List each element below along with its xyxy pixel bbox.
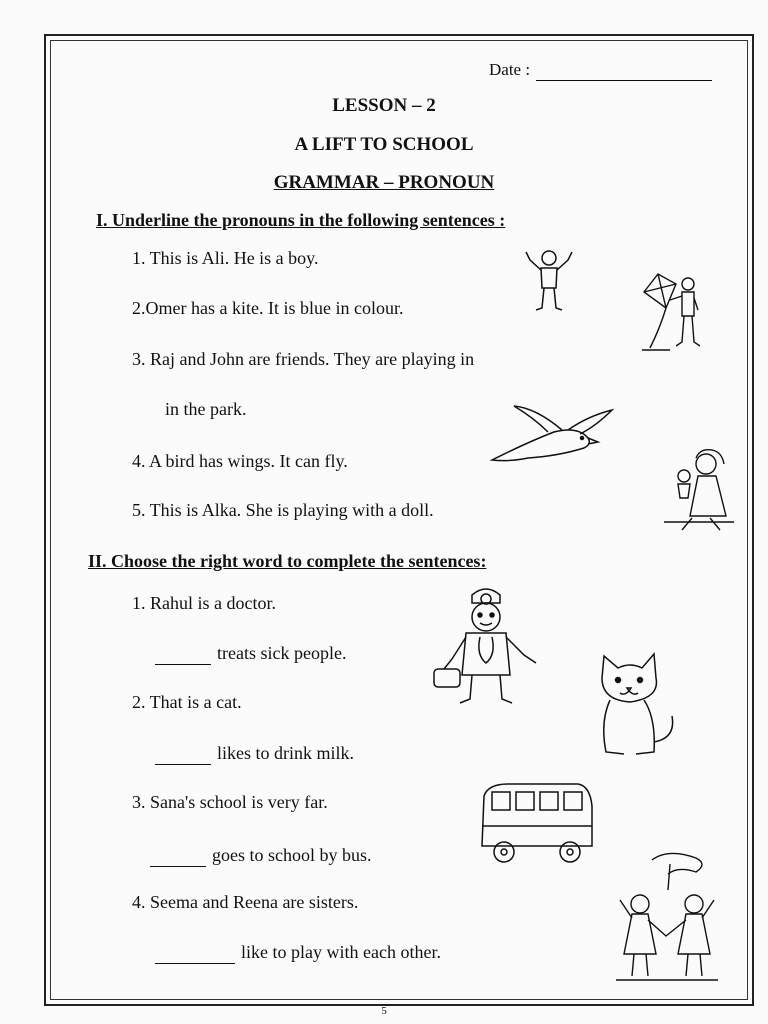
kite-boy-icon	[640, 270, 704, 354]
sentence-5: 5. This is Alka. She is playing with a doll.	[132, 500, 434, 520]
blank-3[interactable]	[150, 845, 206, 867]
answer-line-3	[150, 845, 372, 867]
story-title: A LIFT TO SCHOOL	[294, 134, 474, 155]
lesson-title: LESSON – 2	[332, 95, 436, 116]
answer-text-4: like to play with each other.	[241, 942, 441, 962]
sentence-3-continued: in the park.	[165, 399, 247, 419]
section-1-heading: I. Underline the pronouns in the following sentences :	[96, 210, 506, 230]
blank-4[interactable]	[155, 942, 235, 964]
blank-2[interactable]	[155, 743, 211, 765]
sentence-2: 2.Omer has a kite. It is blue in colour.	[132, 298, 404, 318]
date-field	[489, 60, 712, 81]
boy-icon	[522, 246, 576, 314]
answer-line-1	[155, 643, 346, 665]
date-label: Date :	[489, 60, 531, 79]
section-2-heading: II. Choose the right word to complete the sentences:	[88, 551, 487, 571]
question-1: 1. Rahul is a doctor.	[132, 593, 276, 613]
answer-line-2	[155, 743, 354, 765]
sentence-4: 4. A bird has wings. It can fly.	[132, 451, 348, 471]
school-bus-icon	[478, 776, 596, 870]
answer-line-4	[155, 942, 441, 964]
sentence-1: 1. This is Ali. He is a boy.	[132, 248, 319, 268]
blank-1[interactable]	[155, 643, 211, 665]
answer-text-3: goes to school by bus.	[212, 845, 372, 865]
bird-icon	[488, 402, 616, 468]
question-3: 3. Sana's school is very far.	[132, 792, 328, 812]
girl-with-doll-icon	[664, 446, 734, 536]
question-4: 4. Seema and Reena are sisters.	[132, 892, 359, 912]
date-blank-line[interactable]	[536, 60, 712, 81]
question-2: 2. That is a cat.	[132, 692, 242, 712]
sentence-3: 3. Raj and John are friends. They are playing in	[132, 349, 475, 369]
cat-icon	[594, 652, 680, 760]
sisters-icon	[612, 850, 722, 986]
answer-text-2: likes to drink milk.	[217, 743, 354, 763]
doctor-icon	[430, 585, 540, 709]
page-number: 5	[381, 1005, 387, 1017]
topic-title: GRAMMAR – PRONOUN	[273, 172, 495, 193]
answer-text-1: treats sick people.	[217, 643, 347, 663]
